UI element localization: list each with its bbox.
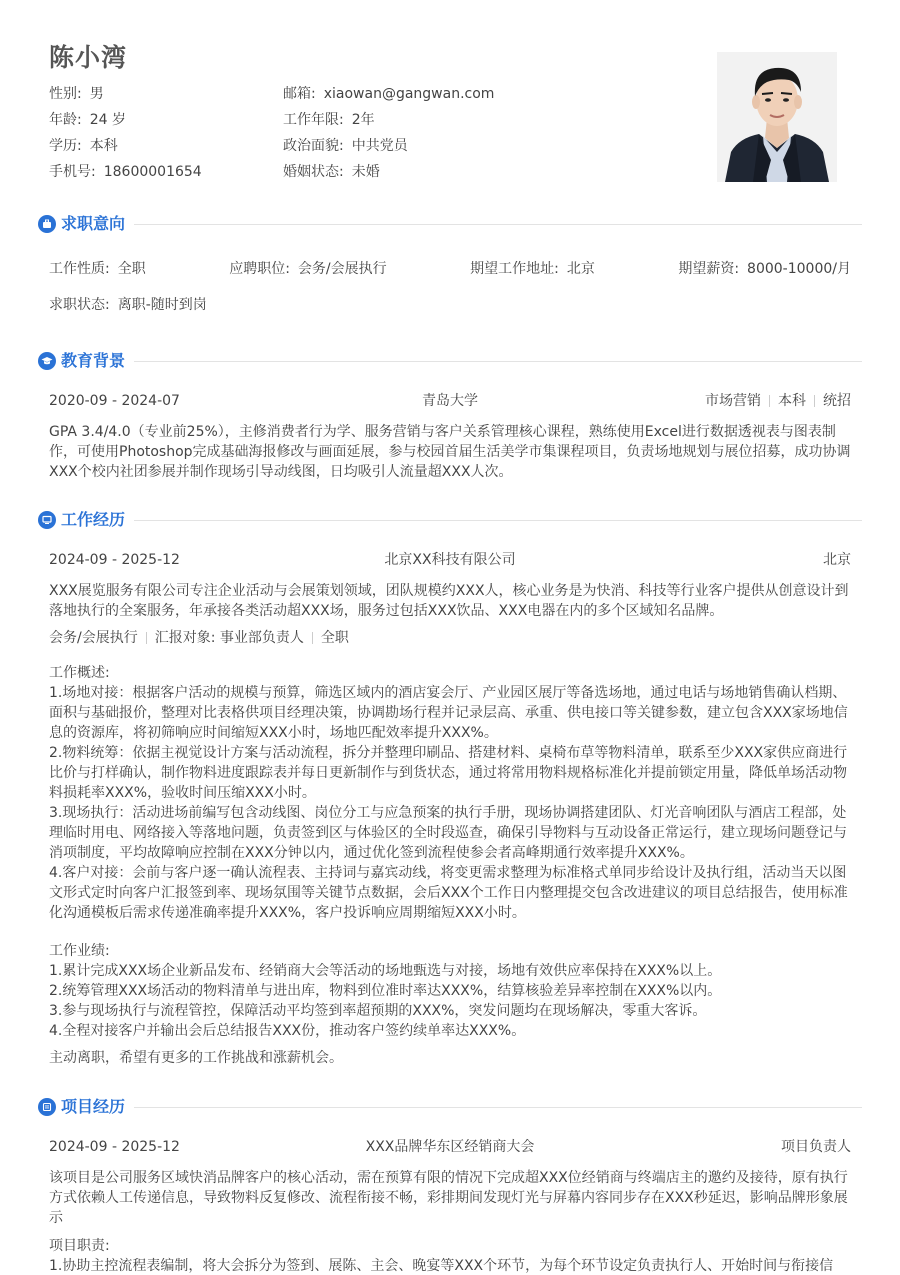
section-title-work: 工作经历 — [61, 510, 126, 529]
section-education — [38, 349, 862, 373]
email-label: 邮箱: — [283, 86, 316, 102]
work-nature-value: 全职 — [117, 261, 146, 277]
section-work — [38, 508, 862, 532]
project-role: 项目负责人 — [781, 1139, 851, 1155]
applied-position-value: 会务/会展执行 — [297, 261, 387, 277]
duty-title: 项目职责: — [49, 1238, 110, 1254]
phone-value: 18600001654 — [103, 164, 202, 180]
results-item: 1.累计完成XXX场企业新品发布、经销商大会等活动的场地甄选与对接，场地有效供应率保持在XXX%以上。 — [49, 963, 722, 979]
gender-value: 男 — [89, 86, 104, 102]
age-item — [49, 110, 283, 130]
overview-title: 工作概述: — [49, 665, 110, 681]
project-duties — [49, 1236, 851, 1275]
education-major: 市场营销 — [705, 393, 761, 409]
education-level-label: 学历: — [49, 138, 82, 154]
expected-location-label: 期望工作地址: — [470, 261, 559, 277]
job-intent-row — [49, 259, 851, 279]
basic-info — [49, 84, 689, 182]
project-period: 2024-09 - 2025-12 — [49, 1139, 180, 1155]
results-item: 3.参与现场执行与流程管控，保障活动平均签到率超预期的XXX%，突发问题均在现场解决，零重大客诉。 — [49, 1003, 707, 1019]
work-company: 北京XX科技有限公司 — [384, 552, 516, 568]
education-school: 青岛大学 — [422, 393, 478, 409]
education-description: GPA 3.4/4.0（专业前25%），主修消费者行为学、服务营销与客户关系管理核心课程，熟练使用Excel进行数据透视表与图表制作，可使用Photoshop完成基础海报修改与画面延展，参与校园首届生活美学市集课程项目，负责场地规划与展位招募，成功协调XXX个校内社团参展并制作现场引导动线图，日均吸引人流量超XXX人次。 — [49, 424, 851, 480]
company-intro: XXX展览服务有限公司专注企业活动与会展策划领域，团队规模约XXX人，核心业务是为快消、科技等行业客户提供从创意设计到落地执行的全案服务，年承接各类活动超XXX场，服务过包括XXX饮品、XXX电器在内的多个区域知名品牌。 — [49, 583, 849, 619]
job-status-row — [49, 295, 851, 315]
profile-photo — [717, 52, 837, 182]
work-nature — [49, 259, 146, 279]
results-item: 2.统筹管理XXX场活动的物料清单与进出库，物料到位准时率达XXX%，结算核验差异率控制在XXX%以内。 — [49, 983, 722, 999]
expected-salary — [678, 259, 851, 279]
portrait-illustration — [717, 52, 837, 182]
work-years-item — [283, 110, 683, 130]
work-period: 2024-09 - 2025-12 — [49, 552, 180, 568]
project-row — [49, 1137, 851, 1157]
list-icon — [38, 1098, 56, 1116]
expected-location-value: 北京 — [566, 261, 595, 277]
expected-location — [470, 259, 595, 279]
age-value: 24 岁 — [89, 112, 126, 128]
section-title-job-intent: 求职意向 — [61, 214, 126, 233]
political-status-value: 中共党员 — [351, 138, 408, 154]
work-results — [49, 941, 851, 1041]
political-status-item — [283, 136, 683, 156]
duty-item: 1.协助主控流程表编制，将大会拆分为签到、展陈、主会、晚宴等XXX个环节，为每个环节设定负责执行人、开始时间与衔接信 — [49, 1258, 834, 1274]
political-status-label: 政治面貌: — [283, 138, 344, 154]
work-years-value: 2年 — [351, 112, 375, 128]
work-row — [49, 550, 851, 570]
separator — [146, 632, 147, 644]
overview-item: 3.现场执行：活动进场前编写包含动线图、岗位分工与应急预案的执行手册，现场协调搭建团队、灯光音响团队与酒店工程部，处理临时用电、网络接入等落地问题，负责签到区与体验区的全时段巡查，确保引导物料与互动设备正常运行，建立现场问题登记与消项制度，平均故障响应控制在XXX分钟以内，通过优化签到流程使参会者高峰期通行效率提升XXX%。 — [49, 805, 847, 861]
section-title-education: 教育背景 — [61, 351, 126, 370]
work-report-tag: 汇报对象: 事业部负责人 — [154, 630, 304, 646]
gender-item — [49, 84, 283, 104]
phone-label: 手机号: — [49, 164, 96, 180]
candidate-name: 陈小湾 — [49, 43, 128, 72]
results-item: 4.全程对接客户并输出会后总结报告XXX份，推动客户签约续单率达XXX%。 — [49, 1023, 526, 1039]
education-level-value: 本科 — [89, 138, 118, 154]
section-divider — [134, 1107, 862, 1108]
age-label: 年龄: — [49, 112, 82, 128]
section-job-intent — [38, 212, 862, 236]
work-overview — [49, 663, 851, 923]
work-city: 北京 — [823, 552, 851, 568]
education-period: 2020-09 - 2024-07 — [49, 393, 180, 409]
section-title-project: 项目经历 — [61, 1097, 126, 1116]
education-meta — [651, 391, 851, 411]
marital-status-value: 未婚 — [351, 164, 380, 180]
section-divider — [134, 361, 862, 362]
overview-item: 4.客户对接：会前与客户逐一确认流程表、主持词与嘉宾动线，将变更需求整理为标准格式单同步给设计及执行组，活动当天以图文形式定时向客户汇报签到率、现场氛围等关键节点数据，会后XXX个工作日内整理提交包含改进建议的项目总结报告，使用标准化沟通模板后需求传递准确率提升XXX%，客户投诉响应周期缩短XXX小时。 — [49, 865, 848, 921]
section-divider — [134, 224, 862, 225]
section-project — [38, 1095, 862, 1119]
separator — [312, 632, 313, 644]
work-tags — [49, 628, 349, 648]
work-type-tag: 全职 — [320, 630, 349, 646]
job-status-value: 离职-随时到岗 — [117, 297, 207, 313]
separator — [814, 395, 815, 407]
monitor-icon — [38, 511, 56, 529]
expected-salary-label: 期望薪资: — [678, 261, 740, 277]
expected-salary-value: 8000-10000/月 — [747, 261, 851, 277]
work-years-label: 工作年限: — [283, 112, 344, 128]
work-role-tag: 会务/会展执行 — [49, 630, 138, 646]
education-row — [49, 391, 851, 411]
section-divider — [134, 520, 862, 521]
project-description: 该项目是公司服务区域快消品牌客户的核心活动，需在预算有限的情况下完成超XXX位经销商与终端店主的邀约及接待，原有执行方式依赖人工传递信息，导致物料反复修改、流程衔接不畅，彩排期间发现灯光与屏幕内容同步存在XXX秒延迟，影响品牌形象展示 — [49, 1170, 848, 1226]
project-name: XXX品牌华东区经销商大会 — [365, 1139, 535, 1155]
graduation-cap-icon — [38, 352, 56, 370]
briefcase-icon — [38, 215, 56, 233]
email-item — [283, 84, 683, 104]
work-nature-label: 工作性质: — [49, 261, 110, 277]
education-level-item — [49, 136, 283, 156]
education-degree: 本科 — [778, 393, 806, 409]
marital-status-label: 婚姻状态: — [283, 164, 344, 180]
results-title: 工作业绩: — [49, 943, 110, 959]
email-value: xiaowan@gangwan.com — [323, 86, 495, 102]
phone-item — [49, 162, 283, 182]
marital-status-item — [283, 162, 683, 182]
gender-label: 性别: — [49, 86, 82, 102]
overview-item: 2.物料统筹：依据主视觉设计方案与活动流程，拆分并整理印刷品、搭建材料、桌椅布草等物料清单，联系至少XXX家供应商进行比价与打样确认，制作物料进度跟踪表并每日更新制作与到货状态，通过将常用物料规格标准化并提前锁定用量，降低单场活动物料损耗率XXX%，验收时间压缩XXX小时。 — [49, 745, 848, 801]
leave-reason: 主动离职，希望有更多的工作挑战和涨薪机会。 — [49, 1050, 343, 1066]
applied-position-label: 应聘职位: — [229, 261, 290, 277]
overview-item: 1.场地对接：根据客户活动的规模与预算，筛选区域内的酒店宴会厅、产业园区展厅等备选场地，通过电话与场地销售确认档期、面积与基础报价，整理对比表格供项目经理决策，协调勘场行程并记录层高、承重、供电接口等关键参数，建立包含XXX家场地信息的资源库，将初筛响应时间缩短XXX小时，场地匹配效率提升XXX%。 — [49, 685, 848, 741]
education-type: 统招 — [823, 393, 851, 409]
applied-position — [229, 259, 386, 279]
job-status-label: 求职状态: — [49, 297, 110, 313]
separator — [769, 395, 770, 407]
